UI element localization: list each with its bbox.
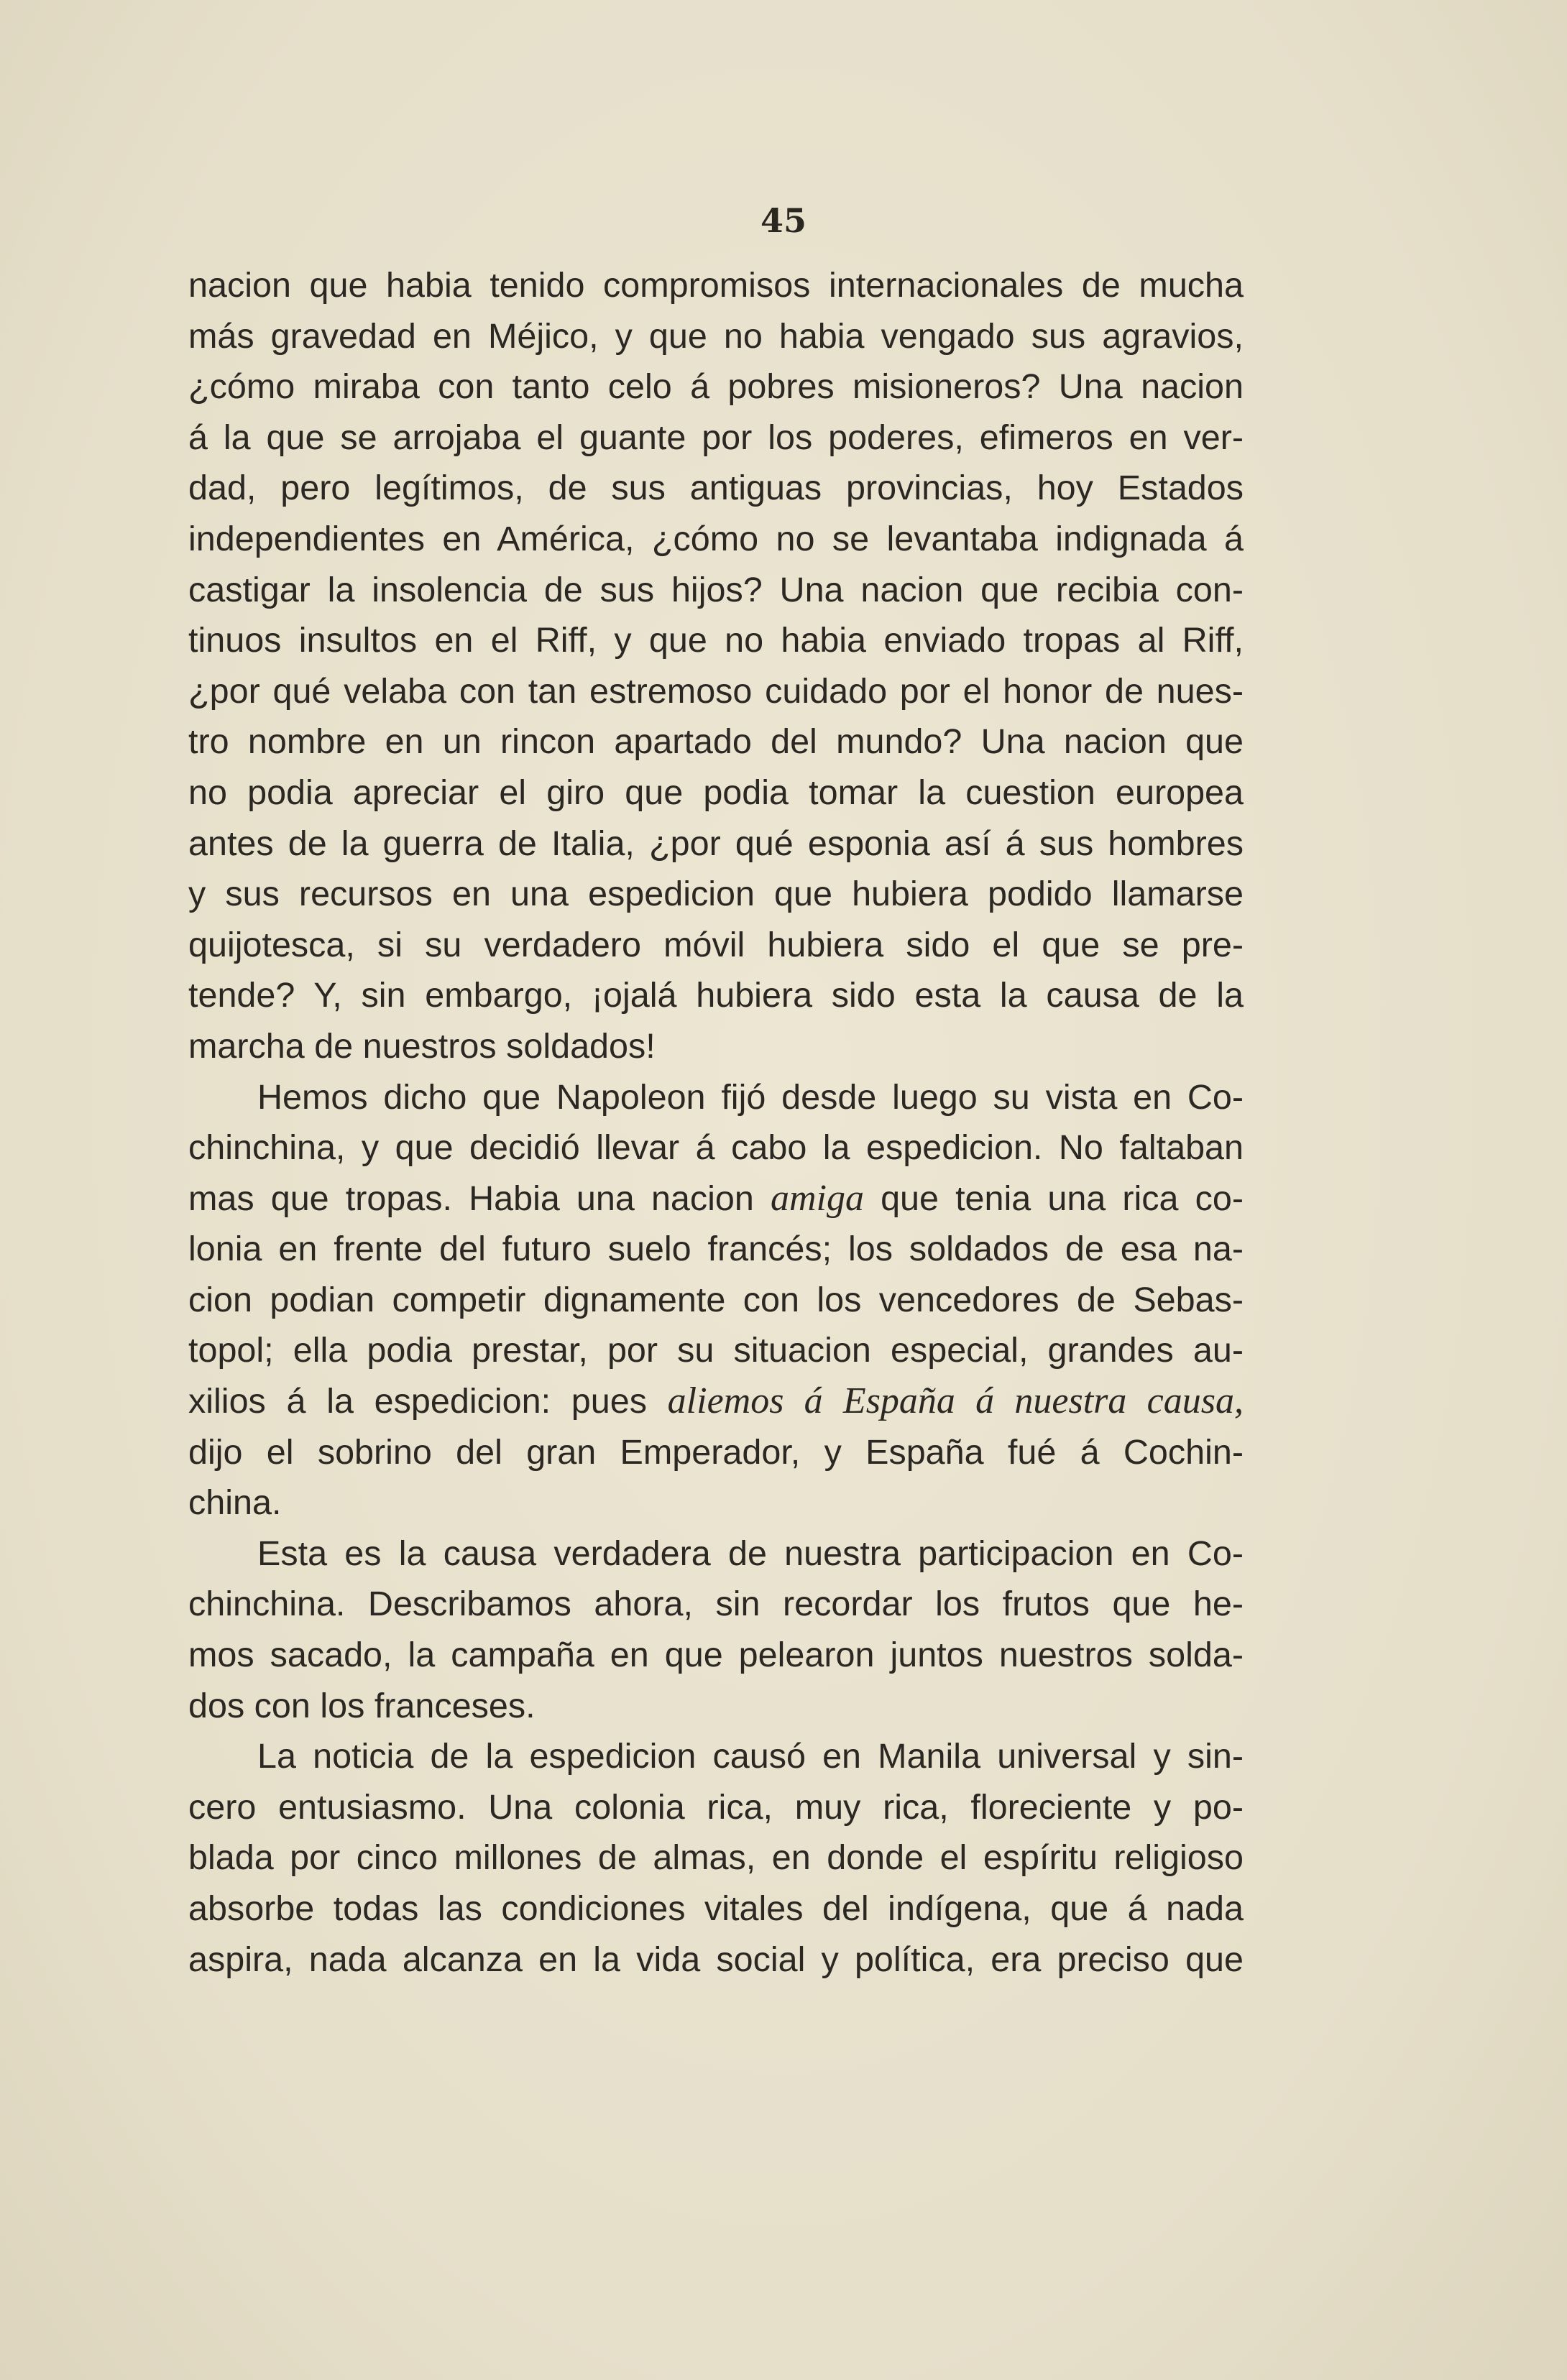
text-line: quijotesca, si su verdadero móvil hubiera sido el que se pre- (188, 925, 1244, 964)
text-line: más gravedad en Méjico, y que no habia vengado sus agravios, (188, 316, 1244, 356)
text-line: lonia en frente del futuro suelo francés; los soldados de esa na- (188, 1230, 1244, 1269)
paragraph (188, 260, 1244, 1072)
text-line: nacion que habia tenido compromisos internacionales de mucha (188, 266, 1244, 305)
text-line: ¿cómo miraba con tanto celo á pobres misioneros? Una nacion (188, 367, 1244, 407)
page-number: 45 (760, 201, 807, 240)
text-line: marcha de nuestros soldados! (188, 1026, 656, 1066)
text-line: xilios á la espedicion: pues aliemos á España á nuestra causa, (188, 1380, 1244, 1422)
text-line: castigar la insolencia de sus hijos? Una nacion que recibia con- (188, 570, 1244, 609)
text-line: dad, pero legítimos, de sus antiguas provincias, hoy Estados (188, 469, 1244, 508)
text-line: ¿por qué velaba con tan estremoso cuidado por el honor de nues- (188, 671, 1244, 711)
text-line: La noticia de la espedicion causó en Manila universal y sin- (257, 1737, 1244, 1776)
text-line: aspira, nada alcanza en la vida social y política, era preciso que (188, 1939, 1244, 1979)
text-line: mas que tropas. Habia una nacion amiga que tenia una rica co- (188, 1177, 1244, 1219)
body-text (188, 260, 1244, 1985)
paragraph (188, 1528, 1244, 1731)
text-line: no podia apreciar el giro que podia tomar la cuestion europea (188, 772, 1244, 812)
text-line: antes de la guerra de Italia, ¿por qué esponia así á sus hombres (188, 824, 1244, 863)
text-line: chinchina, y que decidió llevar á cabo la espedicion. No faltaban (188, 1128, 1244, 1168)
text-line: Esta es la causa verdadera de nuestra participacion en Co- (257, 1533, 1244, 1573)
text-line: y sus recursos en una espedicion que hubiera podido llamarse (188, 875, 1244, 914)
text-line: independientes en América, ¿cómo no se levantaba indignada á (188, 519, 1244, 558)
text-line: china. (188, 1483, 282, 1523)
emphasis-text: amiga (770, 1177, 864, 1219)
text-line: mos sacado, la campaña en que pelearon juntos nuestros solda- (188, 1636, 1244, 1675)
paragraph (188, 1072, 1244, 1528)
emphasis-text: aliemos á España á nuestra causa, (667, 1380, 1244, 1422)
text-line: absorbe todas las condiciones vitales del indígena, que á nada (188, 1889, 1244, 1928)
text-line: cero entusiasmo. Una colonia rica, muy rica, floreciente y po- (188, 1787, 1244, 1827)
text-line: topol; ella podia prestar, por su situacion especial, grandes au- (188, 1331, 1244, 1370)
text-line: tende? Y, sin embargo, ¡ojalá hubiera sido esta la causa de la (188, 976, 1244, 1015)
text-line: blada por cinco millones de almas, en donde el espíritu religioso (188, 1838, 1244, 1878)
text-line: tinuos insultos en el Riff, y que no habia enviado tropas al Riff, (188, 621, 1244, 660)
text-line: chinchina. Describamos ahora, sin recordar los frutos que he- (188, 1585, 1244, 1624)
text-line: Hemos dicho que Napoleon fijó desde luego su vista en Co- (257, 1077, 1244, 1117)
text-line: tro nombre en un rincon apartado del mundo? Una nacion que (188, 722, 1244, 762)
text-line: dijo el sobrino del gran Emperador, y España fué á Cochin- (188, 1432, 1244, 1472)
text-line: dos con los franceses. (188, 1686, 536, 1725)
paragraph (188, 1731, 1244, 1985)
text-line: cion podian competir dignamente con los vencedores de Sebas- (188, 1280, 1244, 1319)
text-line: á la que se arrojaba el guante por los poderes, efimeros en ver- (188, 418, 1244, 457)
